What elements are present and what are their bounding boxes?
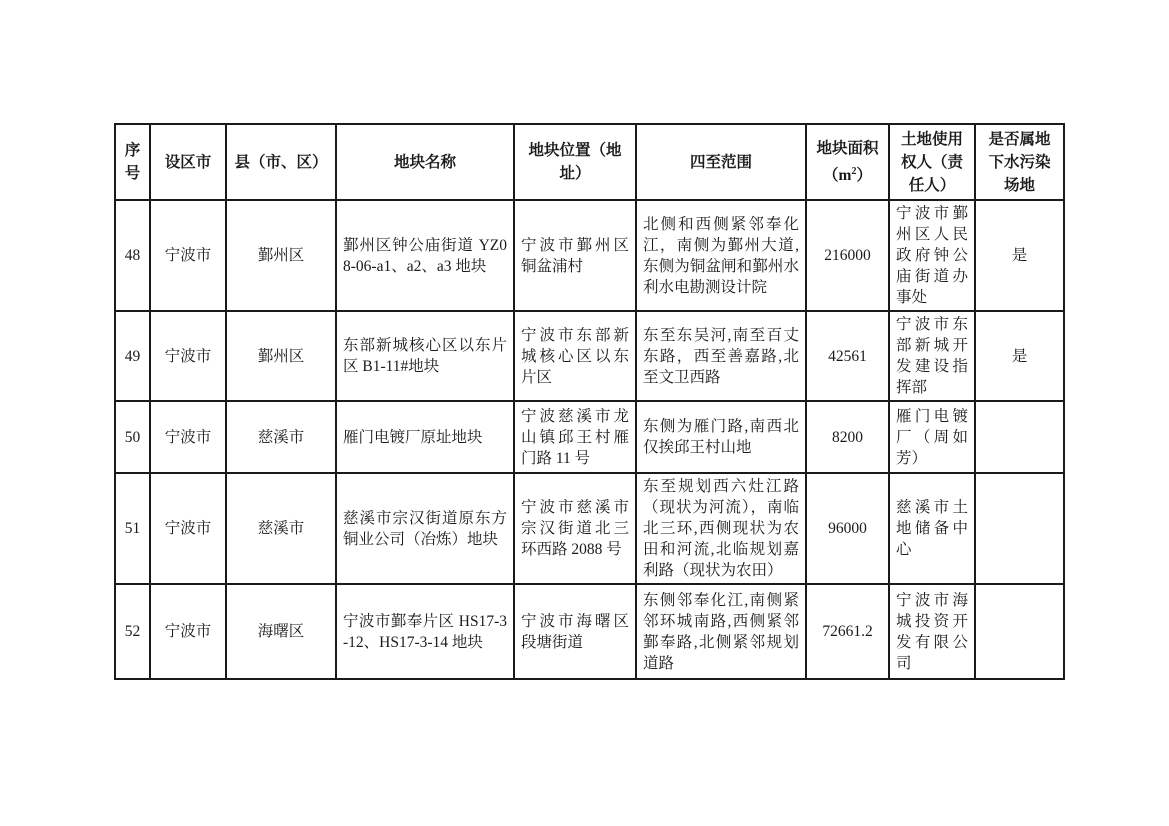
table-row <box>115 473 1064 584</box>
cell-parcel-name: 鄞州区钟公庙街道 YZ08-06-a1、a2、a3 地块 <box>336 200 514 311</box>
cell-owner: 雁门电镀厂（周如芳） <box>889 401 975 473</box>
header-bounds: 四至范围 <box>636 124 806 200</box>
cell-location: 宁波市慈溪市宗汉街道北三环西路 2088 号 <box>514 473 636 584</box>
cell-bounds: 北侧和西侧紧邻奉化江，南侧为鄞州大道,东侧为铜盆闸和鄞州水利水电勘测设计院 <box>636 200 806 311</box>
land-parcel-table <box>114 123 1065 680</box>
header-city: 设区市 <box>150 124 226 200</box>
cell-county: 鄞州区 <box>226 200 336 311</box>
cell-area: 216000 <box>806 200 889 311</box>
cell-area: 42561 <box>806 311 889 401</box>
cell-city: 宁波市 <box>150 401 226 473</box>
cell-city: 宁波市 <box>150 200 226 311</box>
cell-area: 8200 <box>806 401 889 473</box>
cell-location: 宁波市东部新城核心区以东片区 <box>514 311 636 401</box>
header-parcel-name: 地块名称 <box>336 124 514 200</box>
cell-groundwater <box>975 401 1064 473</box>
cell-bounds: 东至规划西六灶江路（现状为河流），南临北三环,西侧现状为农田和河流,北临规划嘉利路（现状为农田） <box>636 473 806 584</box>
cell-location: 宁波市鄞州区铜盆浦村 <box>514 200 636 311</box>
squared-superscript: 2 <box>851 165 857 177</box>
cell-owner: 宁波市鄞州区人民政府钟公庙街道办事处 <box>889 200 975 311</box>
cell-bounds: 东侧邻奉化江,南侧紧邻环城南路,西侧紧邻鄞奉路,北侧紧邻规划道路 <box>636 584 806 679</box>
cell-county: 慈溪市 <box>226 473 336 584</box>
header-groundwater: 是否属地下水污染场地 <box>975 124 1064 200</box>
table-row <box>115 584 1064 679</box>
header-location: 地块位置（地址） <box>514 124 636 200</box>
header-county: 县（市、区） <box>226 124 336 200</box>
cell-owner: 宁波市海城投资开发有限公司 <box>889 584 975 679</box>
cell-area: 96000 <box>806 473 889 584</box>
cell-seq: 49 <box>115 311 150 401</box>
cell-parcel-name: 宁波市鄞奉片区 HS17-3-12、HS17-3-14 地块 <box>336 584 514 679</box>
cell-groundwater: 是 <box>975 200 1064 311</box>
cell-groundwater: 是 <box>975 311 1064 401</box>
cell-parcel-name: 东部新城核心区以东片区 B1-11#地块 <box>336 311 514 401</box>
header-owner: 土地使用权人（责任人） <box>889 124 975 200</box>
cell-county: 海曙区 <box>226 584 336 679</box>
table-row <box>115 311 1064 401</box>
cell-parcel-name: 雁门电镀厂原址地块 <box>336 401 514 473</box>
cell-county: 慈溪市 <box>226 401 336 473</box>
cell-location: 宁波市海曙区段塘街道 <box>514 584 636 679</box>
cell-county: 鄞州区 <box>226 311 336 401</box>
cell-location: 宁波慈溪市龙山镇邱王村雁门路 11 号 <box>514 401 636 473</box>
cell-seq: 51 <box>115 473 150 584</box>
cell-groundwater <box>975 473 1064 584</box>
table-row <box>115 200 1064 311</box>
table-row <box>115 401 1064 473</box>
cell-owner: 慈溪市土地储备中心 <box>889 473 975 584</box>
cell-city: 宁波市 <box>150 311 226 401</box>
cell-bounds: 东至东吴河,南至百丈东路，西至善嘉路,北至文卫西路 <box>636 311 806 401</box>
cell-seq: 52 <box>115 584 150 679</box>
cell-seq: 50 <box>115 401 150 473</box>
cell-parcel-name: 慈溪市宗汉街道原东方铜业公司（冶炼）地块 <box>336 473 514 584</box>
header-area: 地块面积$(m^2)$ <box>806 124 889 200</box>
header-row <box>115 124 1064 200</box>
cell-area: 72661.2 <box>806 584 889 679</box>
cell-groundwater <box>975 584 1064 679</box>
cell-city: 宁波市 <box>150 584 226 679</box>
cell-owner: 宁波市东部新城开发建设指挥部 <box>889 311 975 401</box>
cell-seq: 48 <box>115 200 150 311</box>
cell-city: 宁波市 <box>150 473 226 584</box>
header-seq: 序号 <box>115 124 150 200</box>
cell-bounds: 东侧为雁门路,南西北仅挨邱王村山地 <box>636 401 806 473</box>
